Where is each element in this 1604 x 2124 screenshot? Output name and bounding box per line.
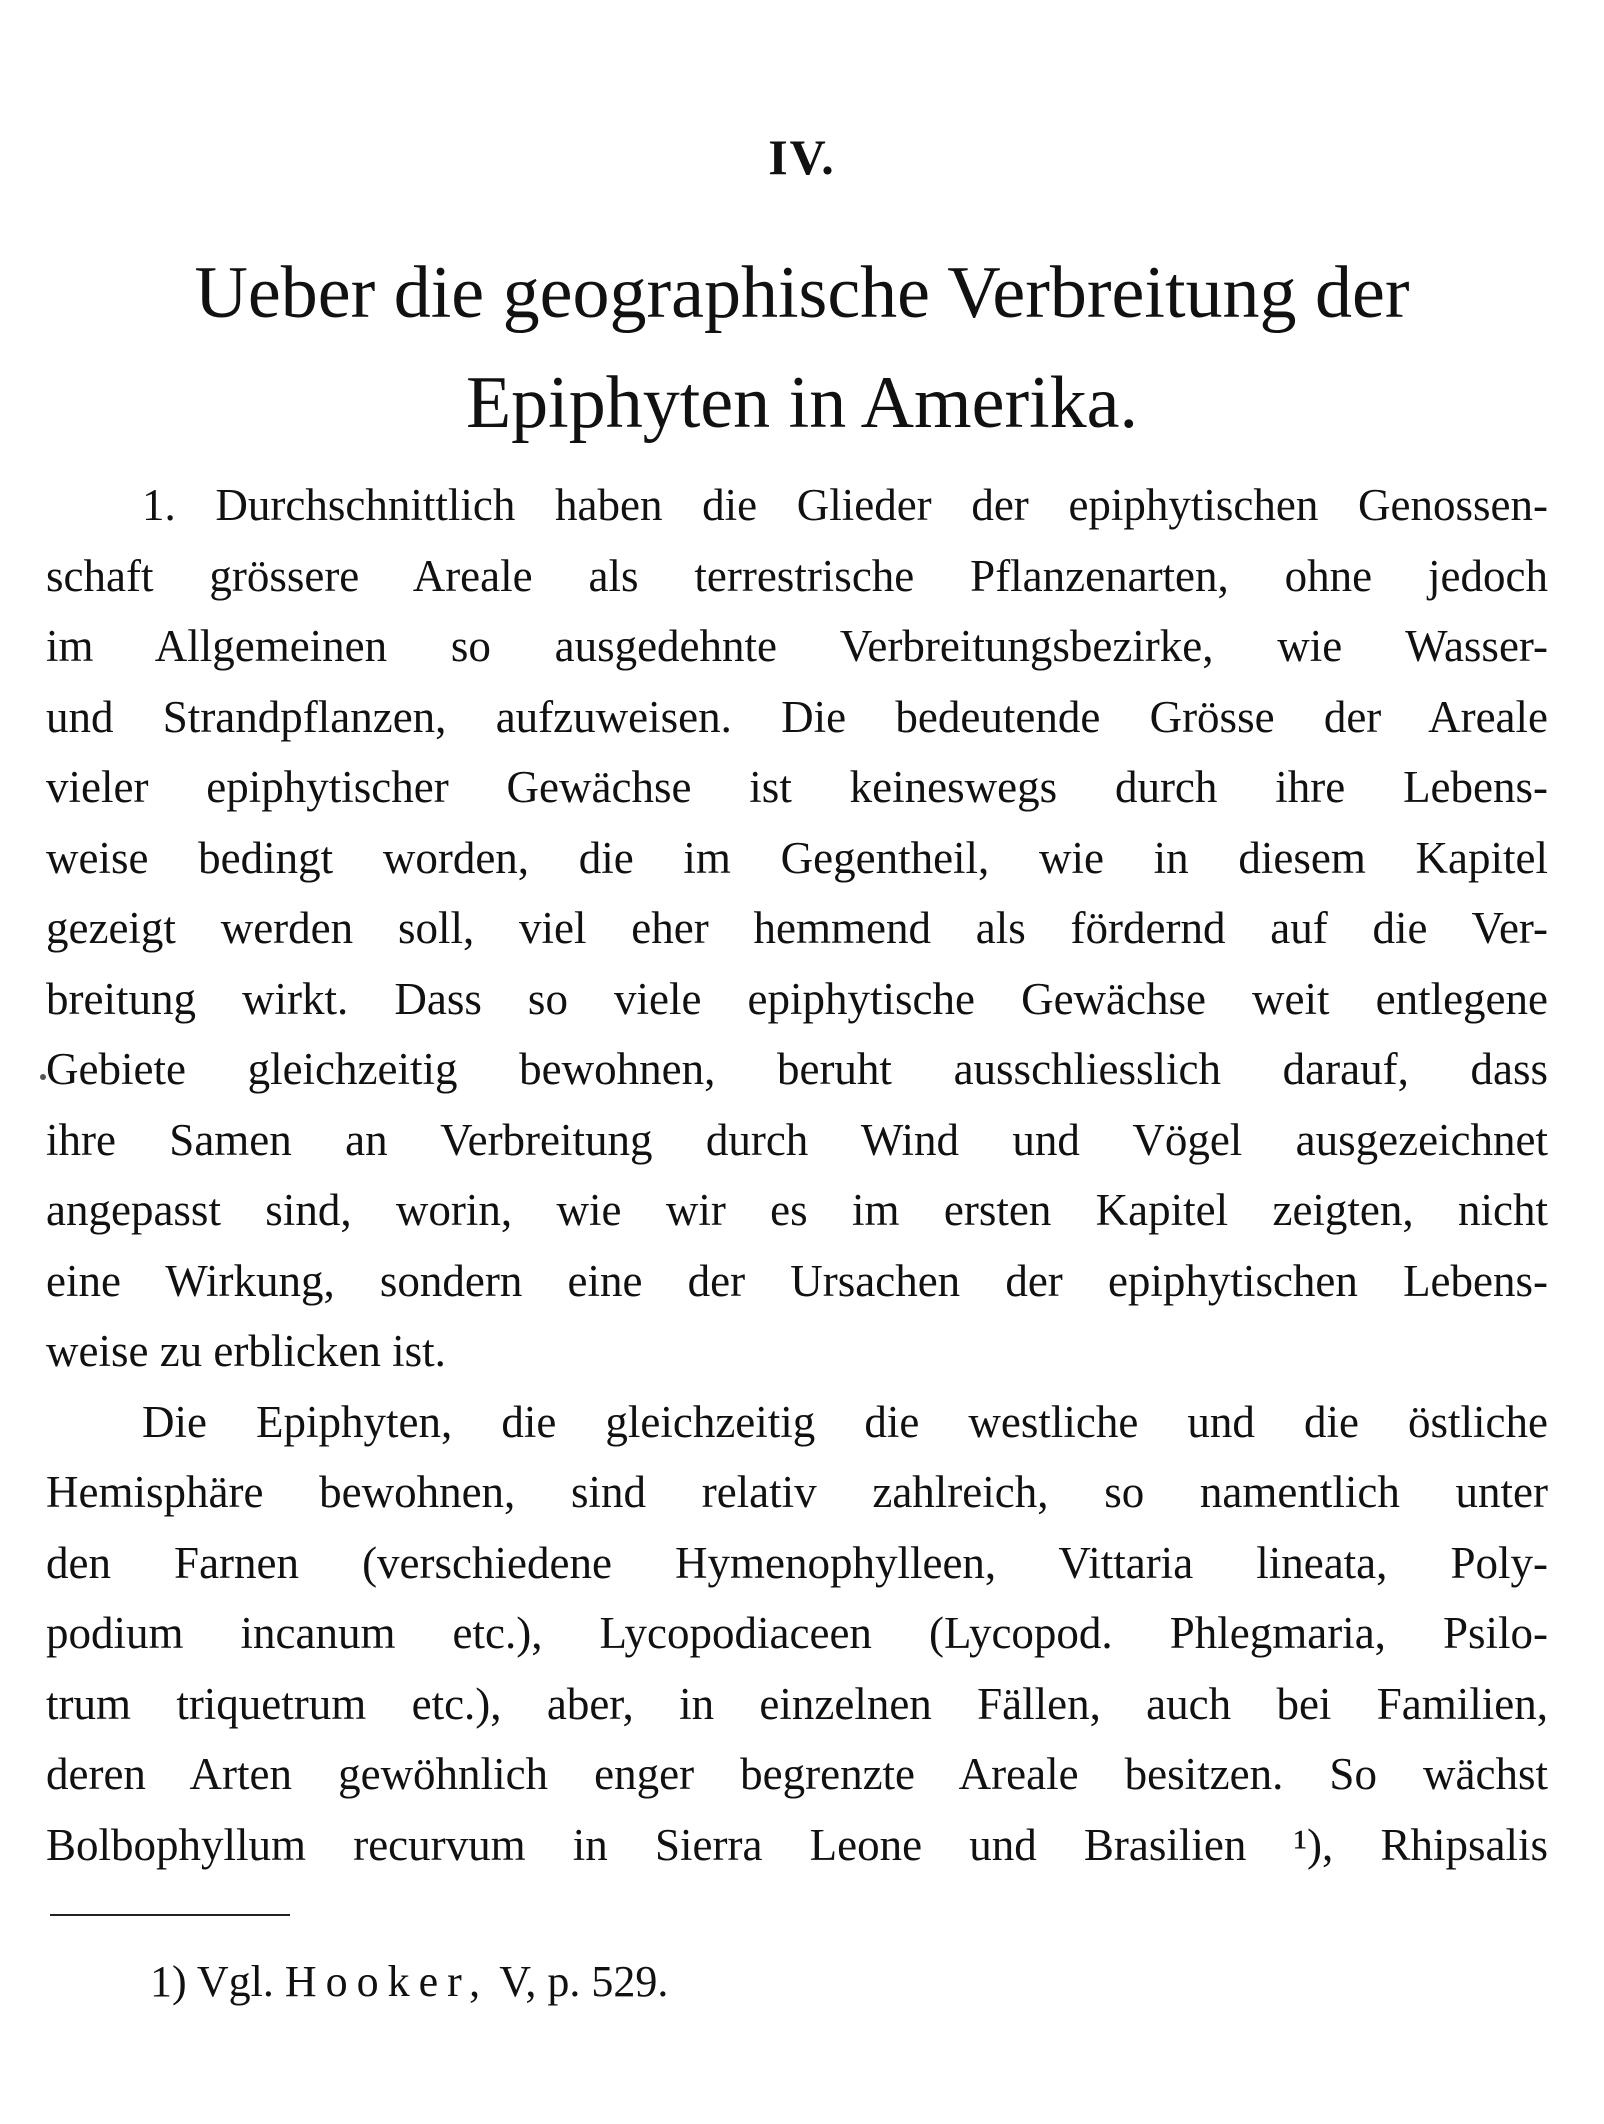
- text-line: weise bedingt worden, die im Gegentheil, wie in diesem Kapitel: [46, 832, 1548, 883]
- paragraph-1: [46, 470, 1548, 1387]
- chapter-title-line-1: Ueber die geographische Verbreitung der: [194, 252, 1410, 334]
- text-line: Bolbophyllum recurvum in Sierra Leone und Brasilien ¹), Rhipsalis: [46, 1819, 1548, 1870]
- chapter-number: IV.: [768, 129, 836, 185]
- text-line: den Farnen (verschiedene Hymenophylleen, Vittaria lineata, Poly-: [46, 1537, 1548, 1588]
- text-line: schaft grössere Areale als terrestrische Pflanzenarten, ohne jedoch: [46, 550, 1548, 601]
- text-line: Gebiete gleichzeitig bewohnen, beruht ausschliesslich darauf, dass: [46, 1044, 1548, 1094]
- body-text: [46, 470, 1548, 1880]
- footnote-author: Hooker,: [284, 1957, 490, 2006]
- footnote-marker: 1): [150, 1957, 187, 2006]
- text-line: deren Arten gewöhnlich enger begrenzte Areale besitzen. So wächst: [46, 1749, 1548, 1799]
- text-line: und Strandpflanzen, aufzuweisen. Die bedeutende Grösse der Areale: [46, 691, 1548, 742]
- text-line: Hemisphäre bewohnen, sind relativ zahlreich, so namentlich unter: [46, 1467, 1548, 1517]
- text-line: angepasst sind, worin, wie wir es im ersten Kapitel zeigten, nicht: [46, 1185, 1548, 1235]
- text-line: gezeigt werden soll, viel eher hemmend als fördernd auf die Ver-: [46, 903, 1548, 953]
- text-line: ihre Samen an Verbreitung durch Wind und Vögel ausgezeichnet: [46, 1114, 1548, 1165]
- footnote-reference: V, p. 529.: [499, 1957, 669, 2006]
- chapter-title: [40, 238, 1564, 458]
- text-line: Die Epiphyten, die gleichzeitig die westliche und die östliche: [142, 1396, 1548, 1447]
- text-line: breitung wirkt. Dass so viele epiphytische Gewächse weit entlegene: [46, 973, 1548, 1024]
- text-line: im Allgemeinen so ausgedehnte Verbreitungsbezirke, wie Wasser-: [46, 621, 1548, 671]
- text-line: trum triquetrum etc.), aber, in einzelnen Fällen, auch bei Familien,: [46, 1678, 1548, 1729]
- text-line: weise zu erblicken ist.: [46, 1326, 446, 1376]
- footnote-divider: [50, 1914, 290, 1916]
- paragraph-2: [46, 1387, 1548, 1881]
- footnote: [150, 1952, 668, 2012]
- text-line: podium incanum etc.), Lycopodiaceen (Lycopod. Phlegmaria, Psilo-: [46, 1608, 1548, 1658]
- text-line: 1. Durchschnittlich haben die Glieder der epiphytischen Genossen-: [142, 480, 1548, 530]
- chapter-title-line-2: Epiphyten in Amerika.: [465, 362, 1139, 444]
- text-line: vieler epiphytischer Gewächse ist keineswegs durch ihre Lebens-: [46, 762, 1548, 812]
- text-line: eine Wirkung, sondern eine der Ursachen der epiphytischen Lebens-: [46, 1255, 1548, 1306]
- footnote-prefix: Vgl.: [196, 1957, 274, 2006]
